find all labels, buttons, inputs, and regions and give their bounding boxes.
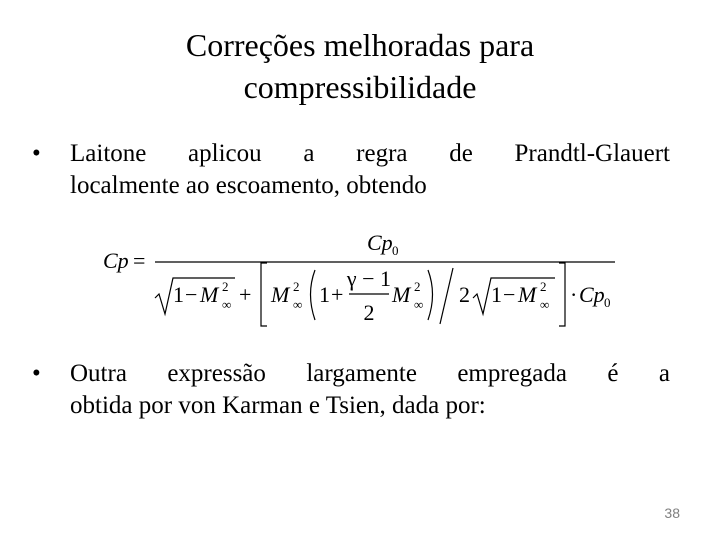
bullet-text bbox=[70, 138, 670, 202]
formula-minus: − bbox=[503, 282, 516, 307]
formula-numerator-subscript: 0 bbox=[392, 243, 399, 258]
formula-minus: − bbox=[185, 282, 198, 307]
title-line-2: compressibilidade bbox=[243, 69, 477, 105]
division-slash bbox=[440, 268, 453, 324]
bullet-line: Outra expressão largamente empregada é a bbox=[70, 360, 670, 387]
bullet-line: Laitone aplicou a regra de Prandtl-Glauert bbox=[70, 140, 670, 167]
formula-one: 1 bbox=[319, 282, 330, 307]
formula-lhs: Cp bbox=[103, 248, 129, 273]
formula-square: 2 bbox=[293, 279, 300, 294]
formula-infinity: ∞ bbox=[293, 297, 303, 312]
formula-one: 1 bbox=[491, 282, 502, 307]
laitone-formula bbox=[95, 228, 625, 333]
formula-mach: M bbox=[518, 282, 537, 307]
slide-title bbox=[60, 24, 660, 108]
left-bracket bbox=[261, 263, 267, 326]
formula-plus: + bbox=[239, 282, 252, 307]
formula-infinity: ∞ bbox=[414, 297, 424, 312]
right-bracket bbox=[559, 263, 565, 326]
formula-cp0: Cp bbox=[579, 282, 605, 307]
bullet-marker: • bbox=[32, 140, 41, 167]
bullet-line: localmente ao escoamento, obtendo bbox=[70, 172, 427, 199]
left-parenthesis bbox=[311, 270, 316, 320]
formula-square: 2 bbox=[222, 279, 229, 294]
gamma-fraction-numerator: γ − 1 bbox=[346, 266, 392, 291]
formula-dot: · bbox=[570, 282, 578, 307]
right-parenthesis bbox=[428, 270, 433, 320]
formula-mach: M bbox=[200, 282, 219, 307]
formula-infinity: ∞ bbox=[222, 297, 232, 312]
gamma-fraction-denominator: 2 bbox=[363, 300, 375, 325]
formula-plus: + bbox=[331, 282, 344, 307]
formula-cp0-subscript: 0 bbox=[604, 295, 611, 310]
formula-equals: = bbox=[133, 248, 146, 273]
formula-mach: M bbox=[271, 282, 290, 307]
formula-infinity: ∞ bbox=[540, 297, 550, 312]
bullet-marker: • bbox=[32, 360, 41, 387]
formula-two: 2 bbox=[459, 282, 470, 307]
title-line-1: Correções melhoradas para bbox=[185, 27, 535, 63]
formula-one: 1 bbox=[173, 282, 184, 307]
formula-mach: M bbox=[392, 282, 411, 307]
formula-square: 2 bbox=[414, 279, 421, 294]
formula-numerator: Cp bbox=[367, 230, 393, 255]
page-number: 38 bbox=[664, 505, 680, 521]
bullet-text bbox=[70, 358, 670, 422]
bullet-line: obtida por von Karman e Tsien, dada por: bbox=[70, 392, 486, 419]
formula-square: 2 bbox=[540, 279, 547, 294]
